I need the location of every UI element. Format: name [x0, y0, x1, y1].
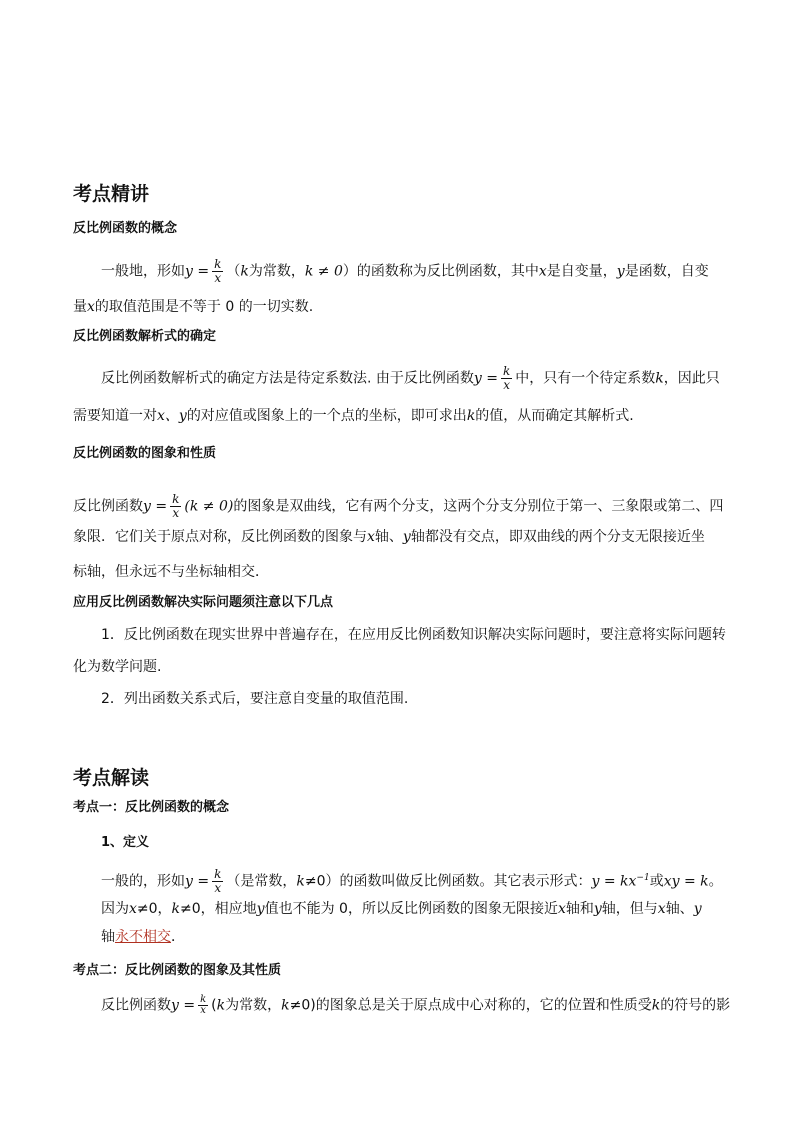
text: 的取值范围是不等于 0 的一切实数. [94, 299, 314, 315]
point1-line-3 [101, 927, 185, 947]
point2-line-1 [101, 995, 730, 1016]
concept-line-1 [101, 258, 709, 285]
math-y: y [256, 901, 265, 917]
text: 中，只有一个待定系数 [515, 370, 656, 387]
fraction-k-over-x [501, 365, 512, 392]
math-x: x [87, 299, 95, 315]
math-x: x [129, 901, 137, 917]
text: 为常数， [225, 997, 282, 1014]
math-x: x [367, 529, 375, 545]
concept-line-2 [73, 297, 313, 317]
text: 一般地，形如 [101, 263, 185, 280]
frac-numerator: k [172, 492, 180, 506]
text: 为常数， [248, 263, 305, 280]
text: ≠0， [136, 901, 172, 917]
text: 量 [73, 299, 87, 315]
heading-point-2: 考点二：反比例函数的图象及其性质 [73, 963, 282, 978]
text: 的符号的影 [660, 997, 731, 1014]
frac-numerator: k [200, 994, 207, 1005]
text: 轴、 [374, 529, 403, 545]
fraction-k-over-x [198, 995, 208, 1016]
text: 反比例函数 [73, 498, 143, 515]
text: 是函数，自变 [624, 263, 709, 280]
math-y-eq: y = [143, 498, 168, 515]
math-k: k [466, 408, 476, 424]
math-k: k [655, 370, 664, 387]
math-y-eq: y = [185, 873, 210, 890]
frac-numerator: k [503, 364, 511, 378]
text: 需要知道一对 [73, 408, 157, 424]
fraction-k-over-x [212, 868, 223, 895]
frac-denominator: x [214, 271, 222, 285]
text: ( [211, 997, 217, 1014]
math-y: y [693, 901, 702, 917]
text: 的值，从而确定其解析式. [475, 408, 634, 424]
math-k: k [171, 901, 181, 917]
text: （ [226, 263, 241, 280]
heading-analytic: 反比例函数解析式的确定 [73, 329, 217, 344]
text: ）的函数称为反比例函数，其中 [342, 263, 539, 280]
math-k: k [216, 997, 226, 1014]
math-y: y [616, 263, 625, 280]
text: 或 [649, 873, 664, 890]
text: （是常数， [226, 873, 297, 890]
text: 的对应值或图象上的一个点的坐标，即可求出 [186, 408, 467, 424]
math-x: x [557, 901, 566, 917]
math-xy: x、y [157, 408, 187, 424]
point1-line-2 [101, 899, 702, 919]
math-y-eq: y = [185, 263, 210, 280]
apply-item-1-line-1: 1．反比例函数在现实世界中普遍存在，在应用反比例函数知识解决实际问题时，要注意将实际问题转 [101, 627, 726, 643]
frac-numerator: k [214, 257, 222, 271]
section-title-2: 考点解读 [73, 767, 150, 789]
text: 是自变量， [546, 263, 617, 280]
frac-denominator: x [172, 506, 180, 520]
frac-denominator: x [214, 881, 222, 896]
math-k: k [651, 997, 661, 1014]
text: 轴和 [565, 901, 594, 917]
text: 反比例函数 [101, 997, 171, 1014]
text: 一般的，形如 [101, 873, 185, 890]
math-y: y [402, 529, 411, 545]
analytic-line-2 [73, 406, 634, 426]
text: 因为 [101, 901, 129, 917]
heading-apply: 应用反比例函数解决实际问题须注意以下几点 [73, 595, 334, 610]
text: 轴都没有交点，即双曲线的两个分支无限接近坐 [410, 529, 705, 545]
fraction-k-over-x [170, 493, 181, 520]
math-k: k [281, 997, 290, 1014]
graph-line-1 [73, 493, 723, 520]
fraction-k-over-x [212, 258, 223, 285]
section-title-1: 考点精讲 [73, 183, 150, 205]
math-x: x [538, 263, 547, 280]
text: ，因此只 [663, 370, 720, 387]
apply-item-2: 2．列出函数关系式后，要注意自变量的取值范围. [101, 691, 409, 707]
math-y-eq: y = [171, 997, 196, 1014]
math-formula-1: y = kx [591, 873, 637, 890]
math-k: k [240, 263, 249, 280]
frac-numerator: k [214, 867, 222, 882]
text: 的图象是双曲线，它有两个分支，这两个分支分别位于第一、三象限或第二、四 [233, 498, 724, 515]
frac-denominator: x [503, 378, 511, 392]
text: 值也不能为 0，所以反比例函数的图象无限接近 [264, 901, 558, 917]
math-formula-2: xy = k [663, 873, 709, 890]
text: ≠0）的函数叫做反比例函数。其它表示形式： [304, 873, 592, 890]
heading-point-1: 考点一：反比例函数的概念 [73, 800, 230, 815]
math-exponent: −1 [636, 873, 650, 883]
text: 反比例函数解析式的确定方法是待定系数法. 由于反比例函数 [101, 370, 474, 387]
frac-denominator: x [200, 1005, 206, 1016]
text: ≠0)的图象总是关于原点成中心对称的，它的位置和性质受 [289, 997, 652, 1014]
math-cond: k ≠ 0 [304, 263, 343, 280]
text: 轴、 [665, 901, 694, 917]
text: 。 [708, 873, 723, 890]
analytic-line-1 [101, 365, 720, 392]
math-cond: (k ≠ 0) [184, 498, 234, 515]
apply-item-1-line-2: 化为数学问题. [73, 659, 162, 675]
graph-line-3: 标轴，但永远不与坐标轴相交． [73, 564, 269, 580]
graph-line-2 [73, 527, 705, 547]
text: 轴，但与 [601, 901, 658, 917]
math-y-eq: y = [473, 370, 498, 387]
text: 轴 [101, 929, 115, 945]
heading-concept: 反比例函数的概念 [73, 221, 178, 236]
text: 象限．它们关于原点对称，反比例函数的图象与 [73, 529, 367, 545]
math-y: y [593, 901, 602, 917]
heading-graph: 反比例函数的图象和性质 [73, 446, 217, 461]
math-k: k [296, 873, 305, 890]
underlined-answer: 永不相交 [115, 929, 171, 945]
text: ． [171, 929, 185, 945]
subheading-definition: 1、定义 [101, 835, 150, 850]
point1-line-1 [101, 868, 723, 895]
math-x: x [657, 901, 666, 917]
text: ≠0，相应地 [180, 901, 257, 917]
